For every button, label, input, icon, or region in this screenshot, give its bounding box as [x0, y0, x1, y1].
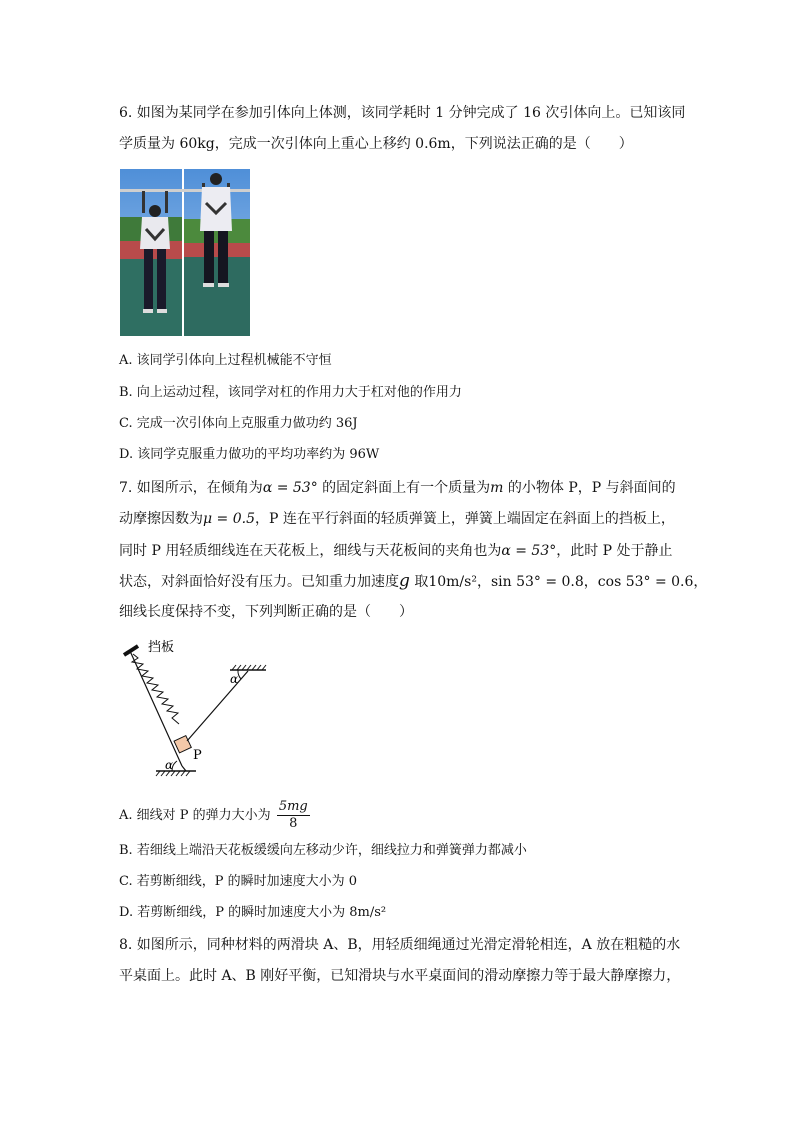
q7-mass-symbol: m — [490, 480, 504, 496]
q6-stem-line2: 学质量为 60kg，完成一次引体向上重心上移约 0.6m，下列说法正确的是（ ） — [119, 136, 633, 152]
q7-line3-text-a: 同时 P 用轻质细线连在天花板上，细线与天花板间的夹角也为 — [119, 543, 502, 559]
q7-angle-alpha: α = 53° — [262, 480, 318, 496]
spring — [132, 654, 179, 724]
q7-option-a-fraction — [277, 799, 310, 832]
q7-line2-text-c: ，P 连在平行斜面的轻质弹簧上，弹簧上端固定在斜面上的挡板上， — [255, 511, 675, 527]
q7-incline-diagram — [118, 634, 278, 784]
q7-cos-value: cos 53° = 0.6 — [597, 574, 694, 590]
q7-option-a — [119, 799, 310, 832]
alpha-label-bottom: α — [165, 758, 174, 772]
board-label: 挡板 — [148, 640, 175, 655]
alpha-label-top: α — [230, 672, 239, 686]
p-label: P — [193, 748, 202, 763]
q6-option-d: D. 该同学克服重力做功的平均功率约为 96W — [119, 447, 380, 462]
q7-line1-text-c: 的固定斜面上有一个质量为 — [317, 480, 491, 496]
q7-line4-comma-3: ， — [693, 574, 708, 590]
q7-line1-text-e: 的小物体 P，P 与斜面间的 — [503, 480, 676, 496]
q6-pullup-photo — [120, 169, 250, 336]
q7-line3-text-c: ，此时 P 处于静止 — [556, 543, 673, 559]
q7-friction-coef: μ = 0.5 — [203, 511, 255, 527]
q7-line2-text-a: 动摩擦因数为 — [119, 511, 203, 527]
q7-angle-alpha-2: α = 53° — [501, 543, 557, 559]
q7-option-b: B. 若细线上端沿天花板缓缓向左移动少许，细线拉力和弹簧弹力都减小 — [119, 843, 527, 858]
q6-option-c: C. 完成一次引体向上克服重力做功约 36J — [119, 416, 358, 431]
q7-line4-comma-1: ， — [476, 574, 491, 590]
q7-fraction-numerator: 5mg — [278, 799, 308, 814]
q7-line4-text-a: 状态，对斜面恰好没有压力。已知重力加速度 — [119, 574, 399, 590]
q7-stem-line2 — [119, 509, 675, 529]
q7-option-c: C. 若剪断细线，P 的瞬时加速度大小为 0 — [119, 874, 358, 889]
q6-option-b: B. 向上运动过程，该同学对杠的作用力大于杠对他的作用力 — [119, 385, 462, 400]
q8-stem-line2: 平桌面上。此时 A、B 刚好平衡，已知滑块与水平桌面间的滑动摩擦力等于最大静摩擦力， — [119, 968, 681, 984]
q8-stem-line1: 8. 如图所示，同种材料的两滑块 A、B，用轻质细绳通过光滑定滑轮相连，A 放在粗糙的水 — [119, 937, 681, 953]
q7-line4-comma-2: ， — [583, 574, 598, 590]
q7-stem-line5: 细线长度保持不变，下列判断正确的是（ ） — [119, 604, 413, 620]
q7-fraction-denominator: 8 — [289, 816, 298, 831]
q6-stem-line1: 6. 如图为某同学在参加引体向上体测，该同学耗时 1 分钟完成了 16 次引体向上。已知该同 — [119, 105, 686, 121]
q7-option-a-text: A. 细线对 P 的弹力大小为 — [119, 808, 271, 823]
ceiling-hatch — [232, 665, 266, 670]
q7-line1-text-a: 7. 如图所示，在倾角为 — [119, 480, 263, 496]
q7-option-d: D. 若剪断细线，P 的瞬时加速度大小为 8m/s² — [119, 905, 387, 920]
q6-option-a: A. 该同学引体向上过程机械能不守恒 — [119, 353, 332, 368]
q7-line4-text-c: 取 — [409, 574, 429, 590]
q7-stem-line1 — [119, 478, 676, 498]
q7-gravity-symbol: g — [399, 571, 410, 591]
q7-stem-line3 — [119, 541, 673, 561]
string — [187, 671, 248, 741]
q7-stem-line4 — [119, 571, 707, 592]
angle-arc-top — [238, 670, 241, 679]
q7-gravity-value: 10m/s² — [428, 574, 477, 590]
q7-sin-value: sin 53° = 0.8 — [490, 574, 584, 590]
